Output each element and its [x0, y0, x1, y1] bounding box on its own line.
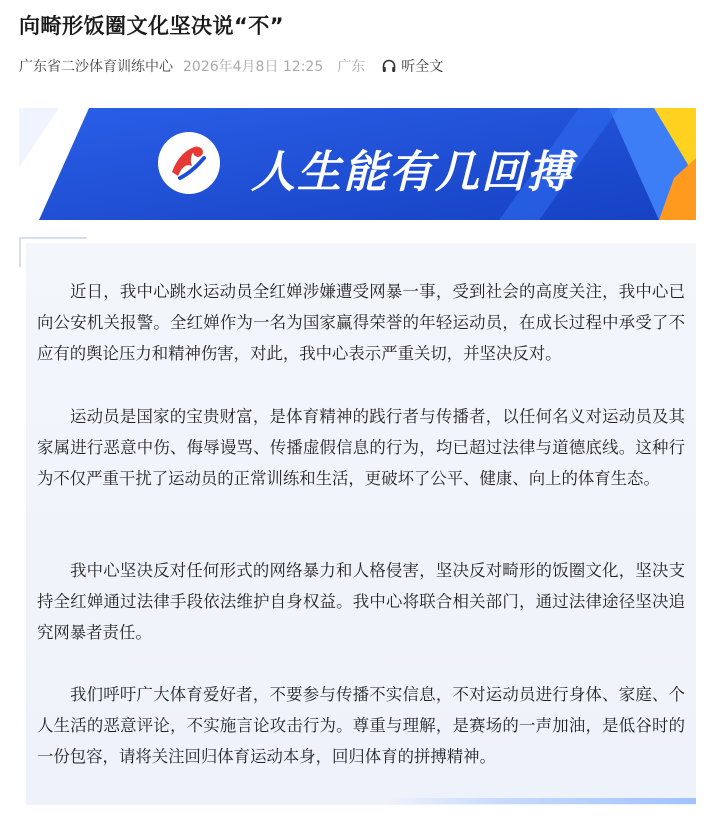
- publish-date: 2026年4月8日 12:25: [183, 59, 324, 75]
- source-name[interactable]: 广东省二沙体育训练中心: [19, 59, 173, 75]
- listen-button[interactable]: [381, 56, 443, 76]
- article-title: 向畸形饭圈文化坚决说“不”: [19, 14, 285, 38]
- listen-label: 听全文: [401, 59, 444, 75]
- article-meta: [19, 56, 443, 76]
- region-label: 广东: [337, 59, 366, 75]
- decor-corner-line: [19, 237, 87, 239]
- headphones-icon: [381, 58, 397, 74]
- decor-bottom-bar: [386, 798, 696, 804]
- article-paragraph: 运动员是国家的宝贵财富，是体育精神的践行者与传播者，以任何名义对运动员及其家属进行恶意中伤、侮辱谩骂、传播虚假信息的行为，均已超过法律与道德底线。这种行为不仅严重干扰了运动员的正常训练和生活，更破坏了公平、健康、向上的体育生态。: [37, 407, 685, 488]
- article-paragraph: 我中心坚决反对任何形式的网络暴力和人格侵害，坚决反对畸形的饭圈文化，坚决支持全红婵通过法律手段依法维护自身权益。我中心将联合相关部门，通过法律途径坚决追究网暴者责任。: [37, 561, 685, 642]
- sports-logo-icon: [158, 132, 220, 194]
- article-paragraph: 近日，我中心跳水运动员全红婵涉嫌遭受网暴一事，受到社会的高度关注，我中心已向公安机关报警。全红婵作为一名为国家赢得荣誉的年轻运动员，在成长过程中承受了不应有的舆论压力和精神伤害，对此，我中心表示严重关切，并坚决反对。: [37, 282, 685, 363]
- article-paragraph: 我们呼吁广大体育爱好者，不要参与传播不实信息，不对运动员进行身体、家庭、个人生活的恶意评论，不实施言论攻击行为。尊重与理解，是赛场的一声加油，是低谷时的一份包容，请将关注回归体育运动本身，回归体育的拼搏精神。: [37, 685, 685, 766]
- decor-corner-line-vertical: [19, 237, 21, 267]
- banner-slogan: 人生能有几回搏: [251, 147, 573, 198]
- banner-image: [19, 108, 696, 220]
